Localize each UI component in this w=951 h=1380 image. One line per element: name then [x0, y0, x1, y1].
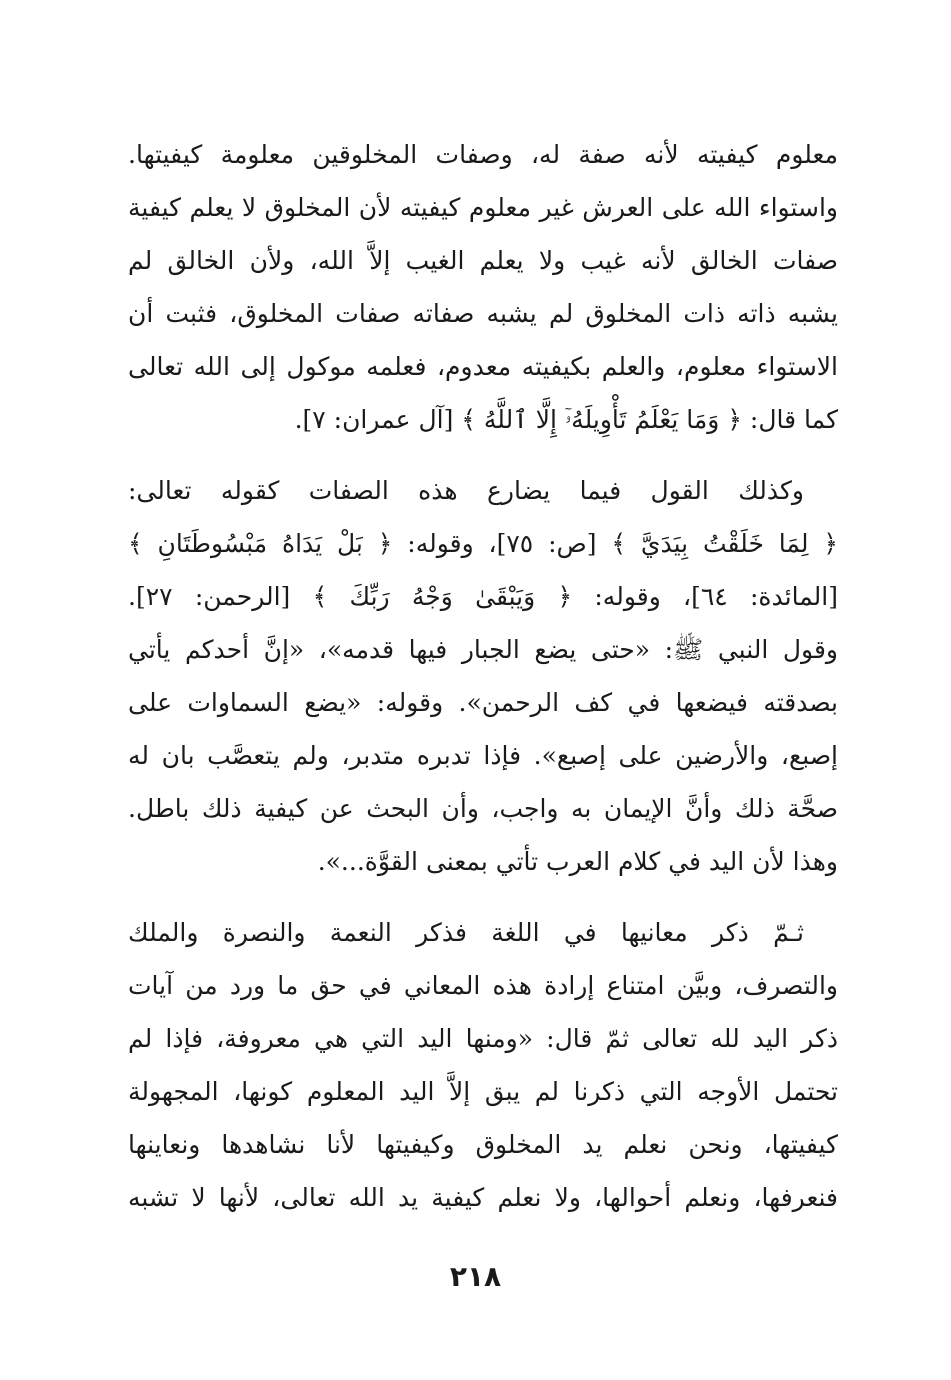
- paragraph-line: يشبه ذاته ذات المخلوق لم يشبه صفاته صفات المخلوق، فثبت أن: [128, 299, 838, 328]
- paragraph-line: وهذا لأن اليد في كلام العرب تأتي بمعنى القوَّة...».: [317, 847, 838, 876]
- paragraph-line: إصبع، والأرضين على إصبع». فإذا تدبره متدبر، ولم يتعصَّب بان له: [128, 741, 838, 770]
- paragraph-line: ذكر اليد لله تعالى ثمّ قال: «ومنها اليد التي هي معروفة، فإذا لم: [128, 1024, 838, 1053]
- paragraph-line: فنعرفها، ونعلم أحوالها، ولا نعلم كيفية يد الله تعالى، لأنها لا تشبه: [128, 1183, 838, 1212]
- paragraph-line: وقول النبي ﷺ: «حتى يضع الجبار فيها قدمه»، «إنَّ أحدكم يأتي: [128, 635, 838, 664]
- paragraph-line: كما قال: ﴿ وَمَا يَعْلَمُ تَأْوِيلَهُۥٓ إِلَّا ٱللَّهُ ﴾ [آل عمران: ٧].: [294, 405, 838, 434]
- paragraph-line: [المائدة: ٦٤]، وقوله: ﴿ وَيَبْقَىٰ وَجْهُ رَبِّكَ ﴾ [الرحمن: ٢٧].: [128, 582, 838, 611]
- paragraph-line: معلوم كيفيته لأنه صفة له، وصفات المخلوقين معلومة كيفيتها.: [128, 140, 838, 169]
- paragraph-line: صفات الخالق لأنه غيب ولا يعلم الغيب إلاَّ الله، ولأن الخالق لم: [128, 246, 838, 275]
- paragraph-2: [128, 464, 838, 888]
- paragraph-1: [128, 128, 838, 446]
- paragraph-line: والتصرف، وبيَّن امتناع إرادة هذه المعاني في حق ما ورد من آيات: [128, 971, 838, 1000]
- paragraph-line: كيفيتها، ونحن نعلم يد المخلوق وكيفيتها لأنا نشاهدها ونعاينها: [128, 1130, 838, 1159]
- paragraph-line: صحَّة ذلك وأنَّ الإيمان به واجب، وأن البحث عن كيفية ذلك باطل.: [128, 794, 838, 823]
- page-number: ٢١٨: [449, 1260, 502, 1293]
- paragraph-line: ﴿ لِمَا خَلَقْتُ بِيَدَيَّ ﴾ [ص: ٧٥]، وقوله: ﴿ بَلْ يَدَاهُ مَبْسُوطَتَانِ ﴾: [128, 529, 838, 558]
- paragraph-line: ثـمّ ذكر معانيها في اللغة فذكر النعمة والنصرة والملك: [128, 918, 804, 947]
- paragraph-line: الاستواء معلوم، والعلم بكيفيته معدوم، فعلمه موكول إلى الله تعالى: [128, 352, 838, 381]
- paragraph-line: وكذلك القول فيما يضارع هذه الصفات كقوله تعالى:: [128, 476, 804, 505]
- paragraph-line: واستواء الله على العرش غير معلوم كيفيته لأن المخلوق لا يعلم كيفية: [128, 193, 838, 222]
- paragraph-line: تحتمل الأوجه التي ذكرنا لم يبق إلاَّ اليد المعلوم كونها، المجهولة: [128, 1077, 838, 1106]
- paragraph-line: بصدقته فيضعها في كف الرحمن». وقوله: «يضع السماوات على: [128, 688, 838, 717]
- paragraph-3: [128, 906, 838, 1224]
